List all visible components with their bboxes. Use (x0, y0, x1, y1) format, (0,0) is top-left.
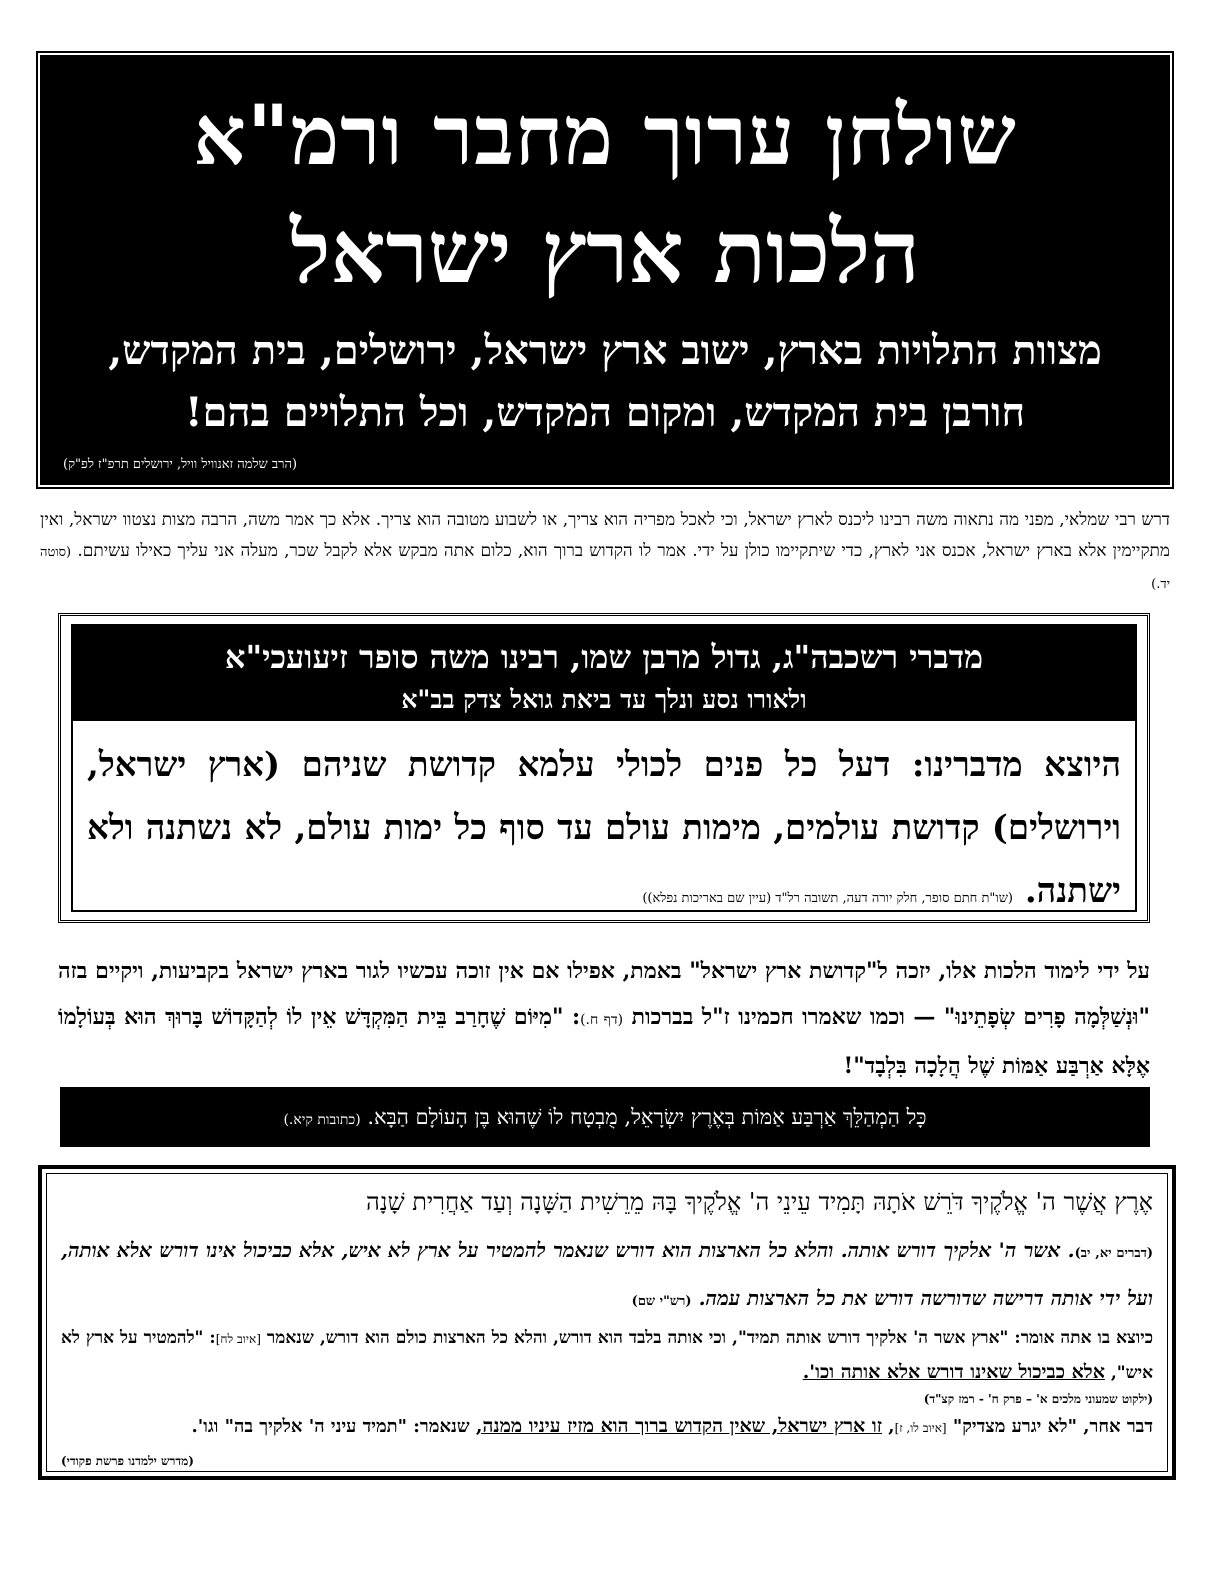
intro-text: דרש רבי שמלאי, מפני מה נתאוה משה רבינו ליכנס לארץ ישראל, וכי לאכל מפריה הוא צריך, או לשבוע מטובה הוא צריך. אלא כך אמר משה, הרבה מצות נצטוו ישראל, ואין מתקיימין אלא בארץ ישראל, אכנס אני לארץ, כדי שיתקיימו כולן על ידי. אמר לו הקדוש ברוך הוא, כלום אתה מבקש אלא לקבל שכר, מעלה אני עליך כאילו עשיתם. (40, 510, 1171, 561)
rashi-commentary (61, 1228, 1153, 1324)
yalkut-source: (ילקוט שמעוני מלכים א' – פרק ח' - רמז קצ"ד) (923, 1392, 1153, 1406)
quote-band (60, 1087, 1150, 1147)
yalkut-ref: [איוב לח] (215, 1332, 261, 1346)
midrash-rest: שנאמר: "תמיד עיני ה' אלקיך בה" וגו'. (191, 1416, 470, 1437)
rashi-text: . אשר ה' אלקיך דורש אותה. והלא כל הארצות הוא דורש שנאמר להמטיר על ארץ לא איש, אלא כביכול אינו דורש אלא אותה, ועל ידי אותה דרישה שדורשה דורש את כל הארצות עמה. (61, 1238, 1153, 1310)
study-paragraph (58, 948, 1150, 1089)
rashi-source: (רש"י שם) (631, 1294, 692, 1309)
verse-box (38, 1165, 1176, 1480)
study-source: (דף ח.) (580, 1012, 624, 1028)
sofer-body (87, 734, 1121, 930)
title-banner (40, 55, 1170, 485)
yalkut-text: כיוצא בו אתה אומר: "ארץ אשר ה' אלקיך דורש אותה תמיד", וכי אותה בלבד הוא דורש, והלא כל הארצות כולם הוא דורש, שנאמר (266, 1328, 1154, 1348)
midrash-ref: [איוב לו, ז] (894, 1421, 947, 1435)
yalkut-underlined: אלא כביכול שאינו דורש אלא אותה וכו'. (802, 1361, 1105, 1383)
intro-paragraph (40, 505, 1170, 600)
intro-source: (סוטה יד.) (40, 545, 1170, 592)
sofer-box-header (73, 626, 1135, 721)
verse-text: אֶרֶץ אֲשֶׁר ה' אֱלֹקֶיךָ דֹּרֵשׁ אֹתָהּ תָּמִיד עֵינֵי ה' אֱלֹקֶיךָ בָּהּ מֵרֵשִׁית הַשָּׁנָה וְעַד אַחֲרִית שָׁנָה (366, 1188, 1153, 1216)
yalkut-paragraph (61, 1322, 1153, 1390)
band-text: כָּל הַמְהַלֵּךְ אַרְבַּע אַמּוֹת בְּאֶרֶץ יִשְׂרָאֵל, מֻבְטָח לוֹ שֶׁהוּא בֶּן הָעוֹלָם הַבָּא. (367, 1105, 927, 1129)
study-text: על ידי לימוד הלכות אלו, יזכה ל"קדושת ארץ ישראל" באמת, אפילו אם אין זוכה עכשיו לגור בארץ ישראל בקביעות, ויקיים בזה "וּנְשַׁלְּמָה פָרִים שְׂפָתֵינוּ" — וכמו שאמרו חכמינו ז"ל בברכות (58, 958, 1150, 1030)
main-title: שולחן ערוך מחבר ורמ"א (193, 88, 1017, 184)
sofer-header-line2: ולאורו נסע ונלך עד ביאת גואל צדק בב"א (401, 685, 807, 714)
study-quote: : "מִיּוֹם שֶׁחָרַב בֵּית הַמִּקְדָּשׁ אֵין לוֹ לְהַקָּדוֹשׁ בָּרוּךְ הוּא בְּעוֹלָמוֹ אֶלָּא אַרְבַּע אַמּוֹת שֶׁל הֲלָכָה בִּלְבָד"! (58, 1004, 1150, 1079)
main-title-line2: הלכות ארץ ישראל (290, 202, 920, 303)
midrash-underlined: זו ארץ ישראל, שאין הקדוש ברוך הוא מזיז עיניו ממנה, (475, 1415, 883, 1437)
subtitle: מצוות התלויות בארץ, ישוב ארץ ישראל, ירושלים, בית המקדש, חורבן בית המקדש, ומקום המקדש, וכל התלויים בהם! (108, 327, 1102, 436)
verse-line (61, 1180, 1153, 1224)
verse-box-frame (46, 1173, 1168, 1472)
sofer-box-frame (71, 624, 1137, 912)
midrash-source: (מדרש ילמדנו פרשת פקודי) (61, 1454, 194, 1468)
band-source: (כתובות קיא.) (283, 1112, 361, 1128)
midrash-paragraph: דבר אחר, "לא יגרע מצדיק" [איוב לו, ז], זו ארץ ישראל, שאין הקדוש ברוך הוא מזיז עיניו ממנה, שנאמר: "תמיד עיני ה' אלקיך בה" וגו'. (191, 1415, 1153, 1437)
sofer-body-text: היוצא מדברינו: דעל כל פנים לכולי עלמא קדושת שניהם (ארץ ישראל, וירושלים) קדושת עולמים, מימות עולם עד סוף כל ימות עולם, לא נשתנה ולא ישתנה. (87, 745, 1121, 911)
sofer-box (58, 613, 1150, 923)
verse-source: (דברים יא, יב) (1074, 1246, 1154, 1261)
yalkut-quote: : "להמטיר על ארץ לא איש", (61, 1328, 1153, 1383)
sofer-source: (שו"ת חתם סופר, חלק יורה דעה, תשובה רל"ד (עיין שם באריכות נפלא)) (642, 891, 1013, 906)
midrash-text: דבר אחר, "לא יגרע מצדיק" (952, 1416, 1153, 1437)
author-credit: (הרב שלמה זאנוויל וויל, ירושלים תרפ"ז לפ"ק) (63, 457, 298, 472)
sofer-header-line1: מדברי רשכבה"ג, גדול מרבן שמו, רבינו משה סופר זיעועכי"א (224, 638, 984, 676)
